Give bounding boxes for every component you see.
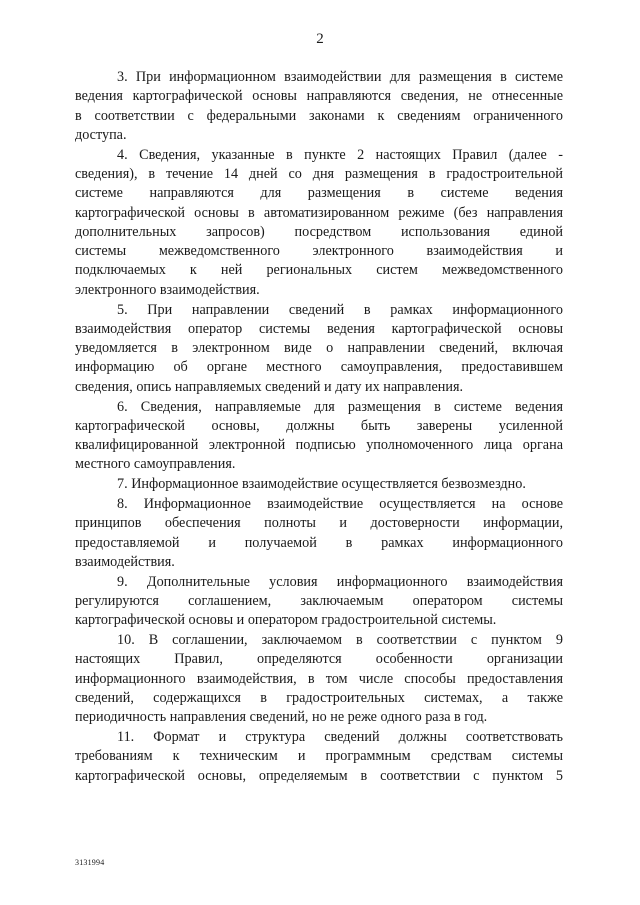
- paragraph-7: [75, 573, 563, 631]
- paragraph-line: местного самоуправления.: [75, 456, 236, 473]
- paragraph-line: 8. Информационное взаимодействие осуществляется на основе: [117, 496, 563, 513]
- paragraph-line: взаимодействия.: [75, 553, 175, 570]
- paragraph-line: 5. При направлении сведений в рамках информационного: [117, 301, 563, 318]
- paragraph-line: картографической основы, определяемым в соответствии с пунктом 5: [75, 767, 563, 784]
- paragraph-1: [75, 68, 563, 145]
- paragraph-line: предоставляемой и получаемой в рамках информационного: [75, 534, 563, 551]
- paragraph-9: [75, 728, 563, 786]
- paragraph-line: подключаемых к ней региональных систем межведомственного: [75, 262, 563, 279]
- paragraph-line: в соответствии с федеральными законами к сведениям ограниченного: [75, 107, 563, 124]
- paragraph-line: сведений, содержащихся в градостроительных системах, а также: [75, 690, 563, 706]
- paragraph-8: [75, 631, 563, 727]
- paragraph-line: уведомляется в электронном виде о направлении сведений, включая: [75, 340, 563, 357]
- paragraph-line: системе направляются для размещения в системе ведения: [75, 185, 563, 202]
- paragraph-line: информационного взаимодействия, в том числе способы предоставления: [75, 670, 563, 687]
- paragraph-line: сведения), в течение 14 дней со дня размещения в градостроительной: [75, 165, 563, 182]
- paragraph-line: электронного взаимодействия.: [75, 281, 260, 298]
- paragraph-3: [75, 301, 563, 397]
- paragraph-line: 9. Дополнительные условия информационного взаимодействия: [117, 573, 563, 590]
- paragraph-line: картографической основы и оператором градостроительной системы.: [75, 612, 497, 629]
- paragraph-line: 6. Сведения, направляемые для размещения в системе ведения: [117, 398, 563, 415]
- paragraph-4: [75, 398, 563, 475]
- document-code: 3131994: [75, 858, 105, 867]
- page-number: 2: [316, 31, 324, 47]
- paragraph-line: взаимодействия оператор системы ведения картографической основы: [75, 320, 563, 337]
- paragraph-line: сведения, опись направляемых сведений и дату их направления.: [75, 378, 464, 395]
- document-body: [75, 68, 563, 786]
- paragraph-line: картографической основы, должны быть заверены усиленной: [75, 417, 563, 434]
- paragraph-6: [75, 495, 563, 572]
- paragraph-line: 4. Сведения, указанные в пункте 2 настоящих Правил (далее -: [117, 146, 563, 163]
- paragraph-line: системы межведомственного электронного взаимодействия и: [75, 243, 563, 260]
- paragraph-line: 7. Информационное взаимодействие осуществляется безвозмездно.: [117, 476, 526, 493]
- paragraph-5: [75, 475, 563, 494]
- paragraph-line: 11. Формат и структура сведений должны соответствовать: [117, 729, 563, 746]
- paragraph-line: 3. При информационном взаимодействии для размещения в системе: [117, 69, 563, 85]
- paragraph-line: регулируются соглашением, заключаемым оператором системы: [75, 593, 563, 610]
- paragraph-line: дополнительных запросов) посредством использования единой: [75, 223, 563, 240]
- paragraph-line: доступа.: [75, 126, 127, 143]
- paragraph-line: 10. В соглашении, заключаемом в соответствии с пунктом 9: [117, 632, 563, 649]
- paragraph-line: требованиям к техническим и программным средствам системы: [75, 748, 563, 765]
- paragraph-line: ведения картографической основы направляются сведения, не отнесенные: [75, 88, 563, 105]
- paragraph-line: настоящих Правил, определяются особенности организации: [75, 651, 563, 668]
- paragraph-line: принципов обеспечения полноты и достоверности информации,: [75, 515, 563, 532]
- paragraph-line: периодичность направления сведений, но не реже одного раза в год.: [75, 709, 488, 726]
- paragraph-line: информацию об органе местного самоуправления, предоставившем: [75, 359, 563, 376]
- paragraph-line: квалифицированной электронной подписью уполномоченного лица органа: [75, 437, 563, 454]
- paragraph-line: картографической основы в автоматизированном режиме (без направления: [75, 204, 563, 221]
- paragraph-2: [75, 146, 563, 300]
